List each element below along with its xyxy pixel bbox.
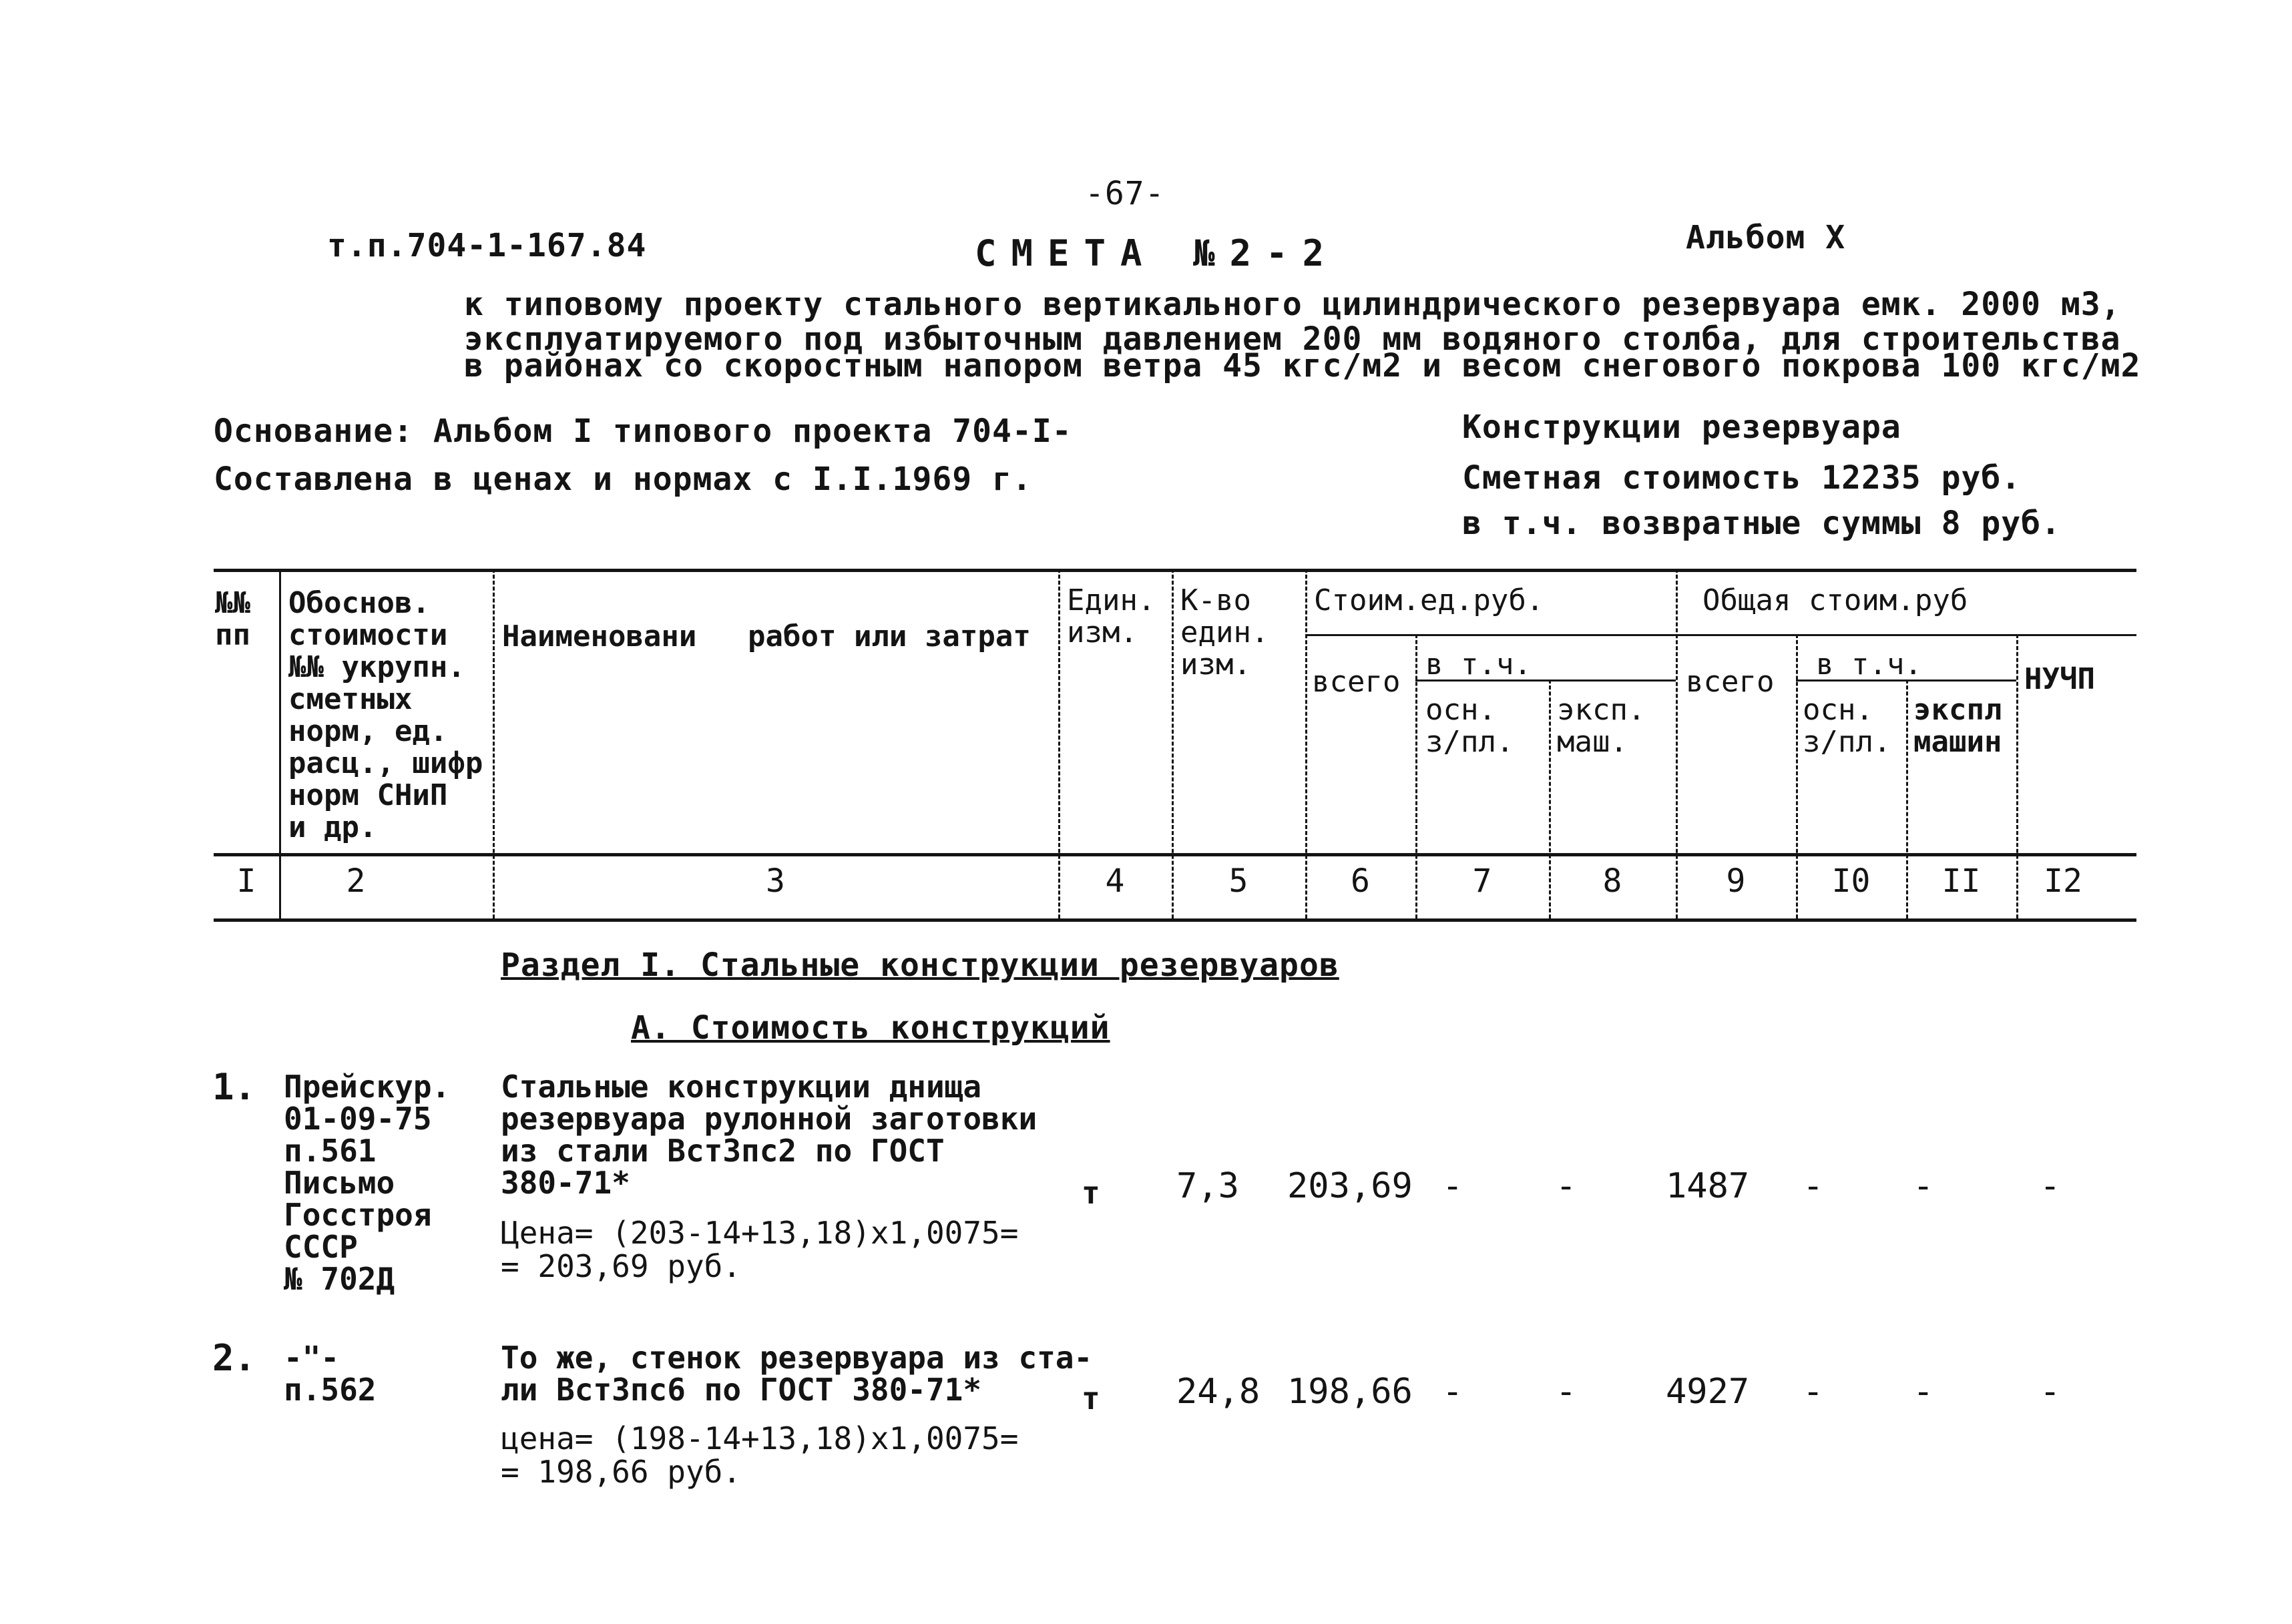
header-sum-eksp: экспл машин <box>1913 693 2002 759</box>
col-number-11: II <box>1941 862 1981 900</box>
header-unit-incl: в т.ч. <box>1425 647 1532 682</box>
header-total-cost: Общая стоим.руб <box>1702 583 1968 617</box>
col-number-6: 6 <box>1351 862 1370 900</box>
col-number-7: 7 <box>1472 862 1492 900</box>
row-price-formula: Цена= (203-14+13,18)х1,0075= = 203,69 руб. <box>501 1215 1019 1284</box>
header-sum-total: всего <box>1686 665 1775 699</box>
row-sum-nuchp: - <box>2040 1372 2061 1412</box>
numbers-bottom-rule <box>214 918 2136 922</box>
header-name-part2: работ или затрат <box>748 619 1031 653</box>
row-sum-eksp: - <box>1913 1166 1934 1206</box>
row-unit-total: 203,69 <box>1287 1166 1413 1206</box>
header-name-part1: Наименовани <box>502 619 697 653</box>
album-label: Альбом X <box>1686 219 1846 256</box>
document-title: СМЕТА №2-2 <box>975 232 1339 274</box>
row-sum-eksp: - <box>1913 1372 1934 1412</box>
col-number-10: I0 <box>1831 862 1871 900</box>
row-number: 1. <box>212 1066 256 1108</box>
page-number: -67- <box>1085 175 1165 212</box>
row-unit-osn: - <box>1442 1372 1463 1412</box>
header-row-number: №№ пп <box>215 586 250 652</box>
header-unit-osn: осн. з/пл. <box>1425 693 1514 759</box>
col-number-2: 2 <box>346 862 366 900</box>
document-code: т.п.704-1-167.84 <box>327 227 647 264</box>
row-sum-osn: - <box>1803 1166 1824 1206</box>
header-unit-total: всего <box>1312 665 1401 699</box>
col-number-1: I <box>236 862 256 900</box>
row-unit-eksp: - <box>1556 1166 1577 1206</box>
header-sum-osn: осн. з/пл. <box>1803 693 1891 759</box>
row-name: То же, стенок резервуара из ста- ли Вст3пс6 по ГОСТ 380-71* <box>501 1340 1093 1408</box>
returnable-sums: в т.ч. возвратные суммы 8 руб. <box>1462 505 2061 542</box>
row-sum-total: 1487 <box>1666 1166 1750 1206</box>
row-price-formula: цена= (198-14+13,18)х1,0075= = 198,66 руб. <box>501 1420 1019 1490</box>
header-sum-incl: в т.ч. <box>1816 647 1922 682</box>
col-number-8: 8 <box>1602 862 1622 900</box>
row-quantity: 24,8 <box>1176 1372 1260 1412</box>
row-sum-osn: - <box>1803 1372 1824 1412</box>
row-basis: -"- п.562 <box>284 1340 377 1408</box>
row-unit-osn: - <box>1442 1166 1463 1206</box>
construction-label: Конструкции резервуара <box>1462 409 1901 446</box>
row-sum-total: 4927 <box>1666 1372 1750 1412</box>
col-number-5: 5 <box>1228 862 1248 900</box>
row-basis: Прейскур. 01-09-75 п.561 Письмо Госстроя СССР № 702Д <box>284 1069 451 1297</box>
header-unit: Един. изм. <box>1067 583 1156 649</box>
row-unit: т <box>1082 1380 1100 1416</box>
subtitle-line-3: в районах со скоростным напором ветра 45 кгс/м2 и весом снегового покрова 100 кгс/м2 <box>464 347 2141 384</box>
estimated-cost: Сметная стоимость 12235 руб. <box>1462 459 2022 497</box>
header-bottom-rule <box>214 853 2136 856</box>
header-unit-cost: Стоим.ед.руб. <box>1314 583 1544 617</box>
col-number-3: 3 <box>766 862 785 900</box>
row-unit: т <box>1082 1175 1100 1211</box>
header-basis: Обоснов. стоимости №№ укрупн. сметных норм, ед. расц., шифр норм СНиП и др. <box>288 586 483 844</box>
compiled-line: Составлена в ценах и нормах с I.I.1969 г. <box>214 461 1032 498</box>
table-top-rule <box>214 569 2136 572</box>
col-number-9: 9 <box>1726 862 1746 900</box>
row-number: 2. <box>212 1337 256 1379</box>
row-quantity: 7,3 <box>1176 1166 1239 1206</box>
header-quantity: К-во един. изм. <box>1180 583 1269 682</box>
row-unit-eksp: - <box>1556 1372 1577 1412</box>
row-name: Стальные конструкции днища резервуара рулонной заготовки из стали Вст3пс2 по ГОСТ 380-71* <box>501 1069 1038 1201</box>
header-unit-eksp: эксп. маш. <box>1557 693 1646 759</box>
col-number-12: I2 <box>2044 862 2082 900</box>
subtitle-line-2: эксплуатируемого под избыточным давлением 200 мм водяного столба, для строительства <box>464 320 2121 358</box>
section-title: Раздел I. Стальные конструкции резервуаров <box>501 946 1339 984</box>
subsection-title: А. Стоимость конструкций <box>631 1009 1110 1047</box>
row-unit-total: 198,66 <box>1287 1372 1413 1412</box>
col-number-4: 4 <box>1105 862 1125 900</box>
row-sum-nuchp: - <box>2040 1166 2061 1206</box>
basis-line: Основание: Альбом I типового проекта 704-I- <box>214 413 1072 450</box>
header-nuchp: НУЧП <box>2024 662 2095 696</box>
subtitle-line-1: к типовому проекту стального вертикального цилиндрического резервуара емк. 2000 м3, <box>464 286 2121 323</box>
cost-subheader-rule <box>1305 634 2136 636</box>
